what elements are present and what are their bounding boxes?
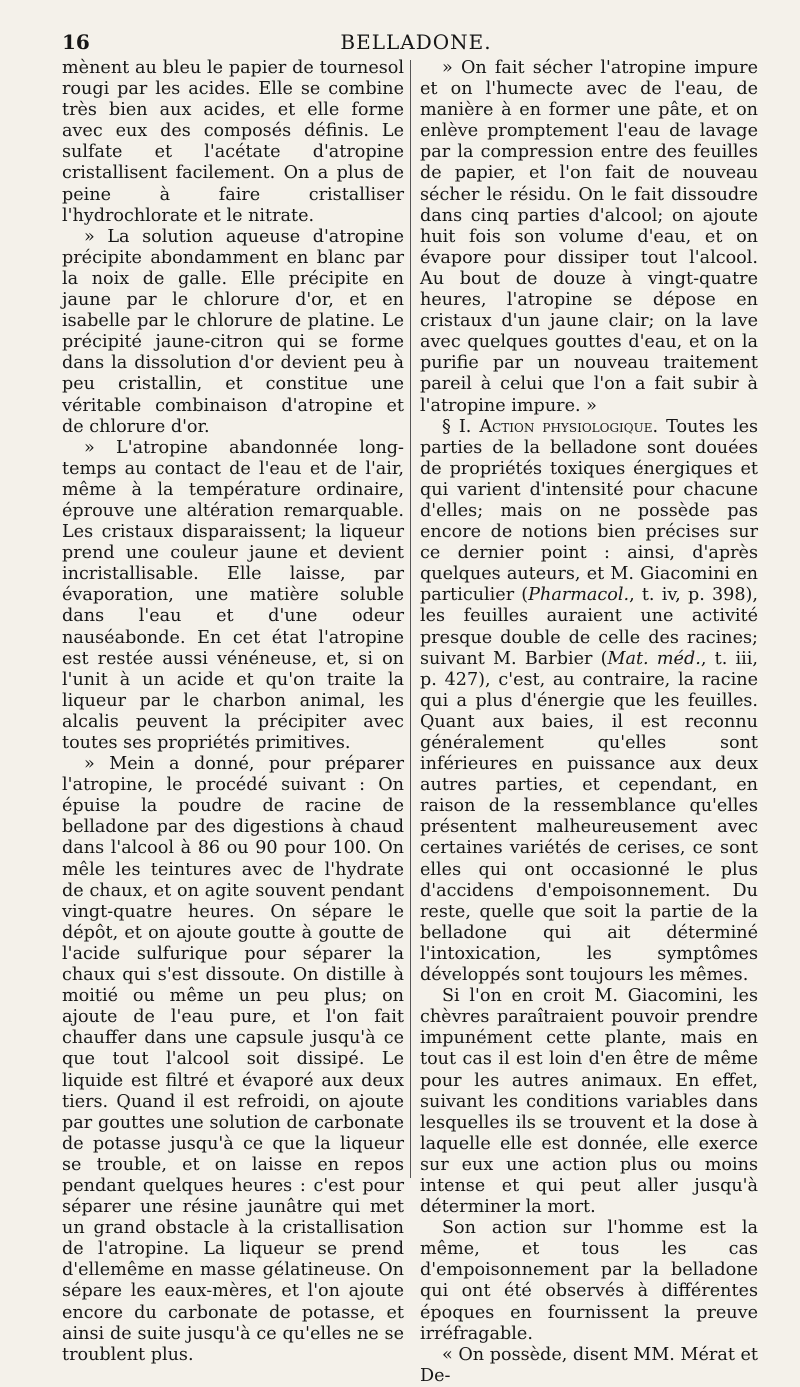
page-header <box>62 30 770 54</box>
paragraph-text: , t. iv, p. 398), les feuilles auraient une activité presque double de celle des racines; suivant M. Barbier ( <box>420 585 759 669</box>
paragraph-text: , t. iii, p. 427), c'est, au contraire, la racine qui a plus d'énergie que les feuilles. Quant aux baies, il est reconnu généralement qu'elles sont inférieures en puissance aux deux autres parties, et cependant, en raison de la ressemblance qu'elles présentent malheureusement avec certaines variétés de cerises, ce sont elles qui ont occasionné le plus d'accidens d'empoisonnement. Du reste, quelle que soit la partie de la belladone qui ait déterminé l'intoxication, les symptômes développés sont toujours les mêmes. <box>420 648 758 986</box>
right-column <box>420 58 758 1387</box>
paragraph: Si l'on en croit M. Giacomini, les chèvres paraîtraient pouvoir prendre impunément cette plante, mais en tout cas il est loin d'en être de même pour les autres animaux. En effet, suivant les conditions variables dans lesquelles ils se trouvent et la dose à laquelle elle est donnée, elle exerce sur eux une action plus ou moins intense et qui peut aller jusqu'à déterminer la mort. <box>420 986 758 1218</box>
page-number: 16 <box>62 30 90 54</box>
paragraph: » L'atropine abandonnée long-temps au contact de l'eau et de l'air, même à la température ordinaire, éprouve une altération remarquable. Les cristaux disparaissent; la liqueur prend une couleur jaune et devient incristallisable. Elle laisse, par évaporation, une matière soluble dans l'eau et d'une odeur nauséabonde. En cet état l'atropine est restée aussi vénéneuse, et, si on l'unit à un acide et qu'on traite la liqueur par le charbon animal, les alcalis peuvent la précipiter avec toutes ses propriétés primitives. <box>62 437 404 753</box>
citation-title: Mat. méd. <box>607 648 701 669</box>
paragraph: » On fait sécher l'atropine impure et on l'humecte avec de l'eau, de manière à en former une pâte, et on enlève promptement l'eau de lavage par la compression entre des feuilles de papier, et l'on fait de nouveau sécher le résidu. On le fait dissoudre dans cinq parties d'alcool; on ajoute huit fois son volume d'eau, et on évapore pour dissiper tout l'alcool. Au bout de douze à vingt-quatre heures, l'atropine se dépose en cristaux d'un jaune clair; on la lave avec quelques gouttes d'eau, et on la purifie par un nouveau traitement pareil à celui que l'on a fait subir à l'atropine impure. » <box>420 58 758 416</box>
paragraph: » Mein a donné, pour préparer l'atropine, le procédé suivant : On épuise la poudre de racine de belladone par des digestions à chaud dans l'alcool à 86 ou 90 pour 100. On mêle les teintures avec de l'hydrate de chaux, et on agite souvent pendant vingt-quatre heures. On sépare le dépôt, et on ajoute goutte à goutte de l'acide sulfurique pour séparer la chaux qui s'est dissoute. On distille à moitié ou même un peu plus; on ajoute de l'eau pure, et l'on fait chauffer dans une capsule jusqu'à ce que tout l'alcool soit dissipé. Le liquide est filtré et évaporé aux deux tiers. Quand il est refroidi, on ajoute par gouttes une solution de carbonate de potasse jusqu'à ce que la liqueur se trouble, et on laisse en repos pendant quelques heures : c'est pour séparer une résine jaunâtre qui met un grand obstacle à la cristallisation de l'atropine. La liqueur se prend d'ellemême en masse gélatineuse. On sépare les eaux-mères, et l'on ajoute encore du carbonate de potasse, et ainsi de suite jusqu'à ce qu'elles ne se troublent plus. <box>62 754 404 1365</box>
paragraph: » La solution aqueuse d'atropine précipite abondamment en blanc par la noix de galle. Elle précipite en jaune par le chlorure d'or, et en isabelle par le chlorure de platine. Le précipité jaune-citron qui se forme dans la dissolution d'or devient peu à peu cristallin, et constitue une véritable combinaison d'atropine et de chlorure d'or. <box>62 226 404 437</box>
section-heading: Action physiologique. <box>479 416 659 437</box>
paragraph: « On possède, disent MM. Mérat et De- <box>420 1344 758 1386</box>
paragraph: mènent au bleu le papier de tournesol rougi par les acides. Elle se combine très bien aux acides, et elle forme avec eux des composés définis. Le sulfate et l'acétate d'atropine cristallisent facilement. On a plus de peine à faire cristalliser l'hydrochlorate et le nitrate. <box>62 58 404 226</box>
section-paragraph <box>420 417 758 987</box>
paragraph-text: Toutes les parties de la belladone sont douées de propriétés toxiques énergiques et qui varient d'intensité pour chacune d'elles; mais on ne possède pas encore de notions bien précises sur ce dernier point : ainsi, d'après quelques auteurs, et M. Giacomini en particulier ( <box>420 416 759 606</box>
running-title: BELLADONE. <box>340 30 492 54</box>
left-column <box>62 58 404 1366</box>
paragraph: Son action sur l'homme est la même, et tous les cas d'empoisonnement par la belladone qui ont été observés à différentes époques en fournissent la preuve irréfragable. <box>420 1218 758 1344</box>
section-mark: § I. <box>442 416 472 437</box>
column-divider <box>410 60 411 1178</box>
citation-title: Pharmacol. <box>528 585 630 606</box>
